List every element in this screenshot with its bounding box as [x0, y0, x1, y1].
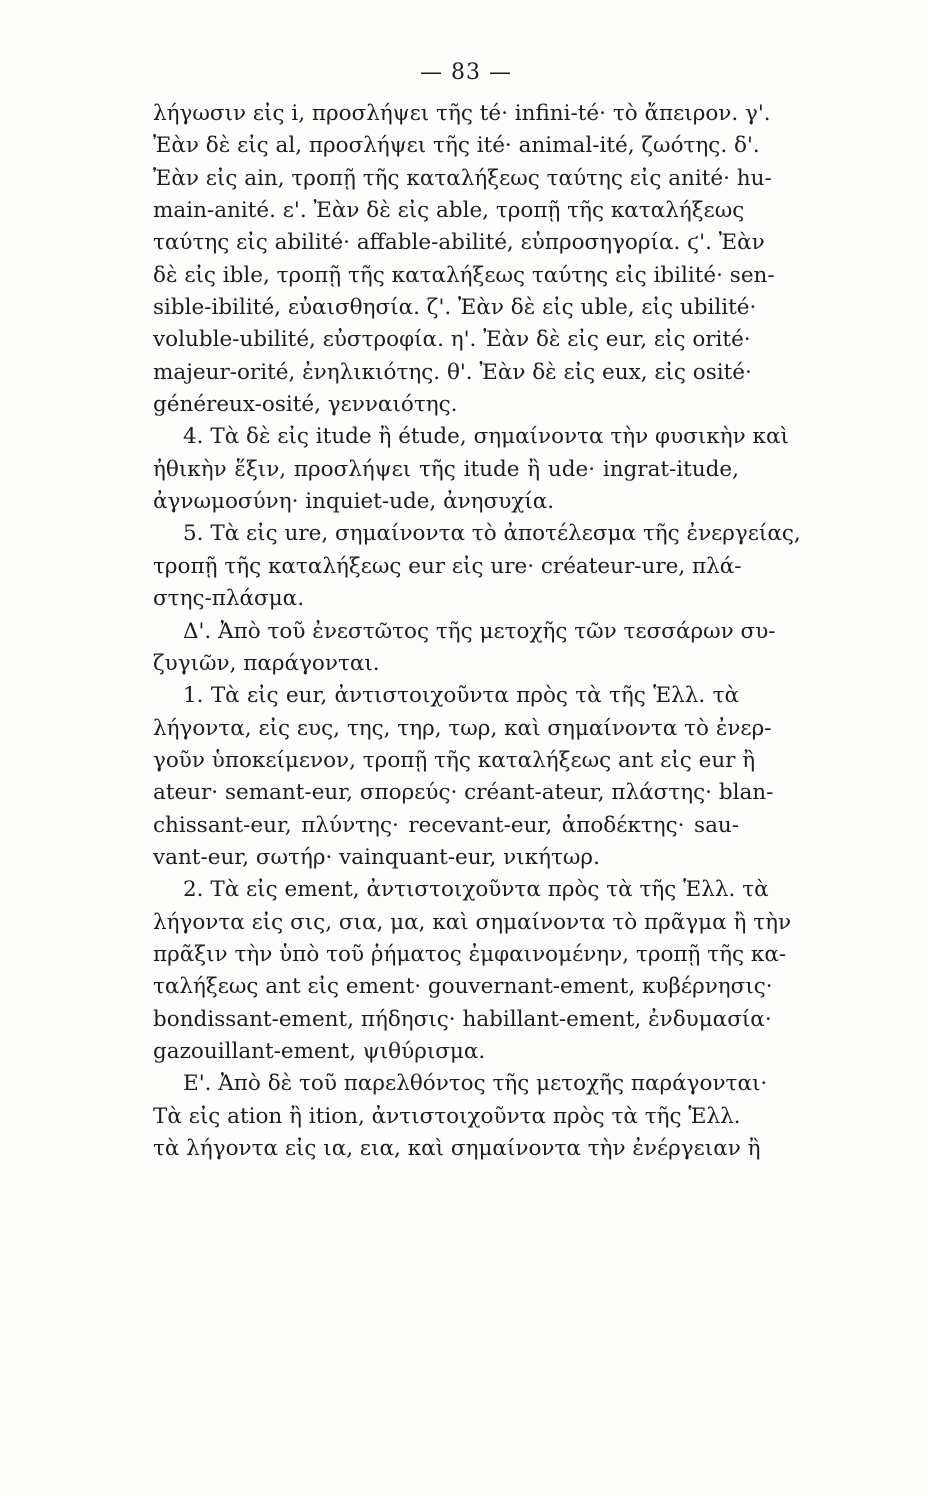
text-line: Ε'. Ἀπὸ δὲ τοῦ παρελθόντος τῆς μετοχῆς παράγονται· — [183, 1071, 768, 1097]
text-line: ἀγνωμοσύνη· inquiet-ude, ἀνησυχία. — [153, 489, 555, 515]
text-line: τὰ λήγοντα εἰς ια, εια, καὶ σημαίνοντα τὴν ἐνέργειαν ἢ — [153, 1136, 761, 1161]
text-line: πρᾶξιν τὴν ὑπὸ τοῦ ῥήματος ἐμφαινομένην, τροπῇ τῆς κα- — [153, 941, 787, 967]
text-line: ateur· semant-eur, σπορεύς· créant-ateur, πλάστης· blan- — [153, 780, 774, 806]
text-line: chissant-eur, πλύντης· recevant-eur, ἀποδέκτης· sau- — [153, 812, 739, 838]
text-line: λήγοντα, εἰς ευς, της, τηρ, τωρ, καὶ σημαίνοντα τὸ ἐνερ- — [153, 715, 772, 741]
text-line: sible-ibilité, εὐαισθησία. ζ'. Ἐὰν δὲ εἰς uble, εἰς ubilité· — [153, 295, 757, 321]
text-line: ταύτης εἰς abilité· affable-abilité, εὐπροσηγορία. ϛ'. Ἐὰν — [153, 230, 765, 256]
text-line: δὲ εἰς ible, τροπῇ τῆς καταλήξεως ταύτης εἰς ibilité· sen- — [153, 262, 775, 288]
text-line: généreux-osité, γενναιότης. — [153, 392, 458, 418]
page-number: — 83 — — [420, 60, 512, 85]
text-line: λήγοντα εἰς σις, σια, μα, καὶ σημαίνοντα τὸ πρᾶγμα ἢ τὴν — [153, 909, 792, 935]
text-line: ἠθικὴν ἕξιν, προσλήψει τῆς itude ἢ ude· ingrat-itude, — [153, 456, 739, 482]
text-line: στης-πλάσμα. — [153, 586, 305, 612]
text-line: vant-eur, σωτήρ· vainquant-eur, νικήτωρ. — [153, 844, 600, 870]
text-line: Ἐὰν δὲ εἰς al, προσλήψει τῆς ité· animal-ité, ζωότης. δ'. — [153, 133, 760, 159]
text-line: ταλήξεως ant εἰς ement· gouvernant-ement, κυβέρνησις· — [153, 974, 773, 1000]
text-line: main-anité. ε'. Ἐὰν δὲ εἰς able, τροπῇ τῆς καταλήξεως — [153, 198, 745, 224]
text-line: ζυγιῶν, παράγονται. — [153, 650, 380, 676]
text-line: Τὰ εἰς ation ἢ ition, ἀντιστοιχοῦντα πρὸς τὰ τῆς Ἑλλ. — [153, 1103, 741, 1129]
text-line: Δ'. Ἀπὸ τοῦ ἐνεστῶτος τῆς μετοχῆς τῶν τεσσάρων συ- — [183, 618, 776, 644]
text-line: 4. Τὰ δὲ εἰς itude ἢ étude, σημαίνοντα τὴν φυσικὴν καὶ — [183, 424, 789, 450]
text-line: bondissant-ement, πήδησις· habillant-ement, ἐνδυμασία· — [153, 1006, 772, 1032]
text-line: τροπῇ τῆς καταλήξεως eur εἰς ure· créateur-ure, πλά- — [153, 553, 742, 579]
text-line: 1. Τὰ εἰς eur, ἀντιστοιχοῦντα πρὸς τὰ τῆς Ἑλλ. τὰ — [183, 683, 739, 709]
text-block — [153, 98, 801, 1165]
text-line: majeur-orité, ἐνηλικιότης. θ'. Ἐὰν δὲ εἰς eux, εἰς osité· — [153, 359, 752, 385]
text-line: λήγωσιν εἰς i, προσλήψει τῆς té· infini-té· τὸ ἄπειρον. γ'. — [153, 101, 771, 126]
text-line: Ἐὰν εἰς ain, τροπῇ τῆς καταλήξεως ταύτης εἰς anité· hu- — [153, 165, 772, 191]
text-line: 2. Τὰ εἰς ement, ἀντιστοιχοῦντα πρὸς τὰ τῆς Ἑλλ. τὰ — [183, 877, 769, 903]
text-line: γοῦν ὑποκείμενον, τροπῇ τῆς καταλήξεως ant εἰς eur ἢ — [153, 747, 756, 773]
text-line: gazouillant-ement, ψιθύρισμα. — [153, 1038, 486, 1064]
text-line: 5. Τὰ εἰς ure, σημαίνοντα τὸ ἀποτέλεσμα τῆς ἐνεργείας, — [183, 521, 801, 547]
text-line: voluble-ubilité, εὐστροφία. η'. Ἐὰν δὲ εἰς eur, εἰς orité· — [153, 327, 751, 353]
